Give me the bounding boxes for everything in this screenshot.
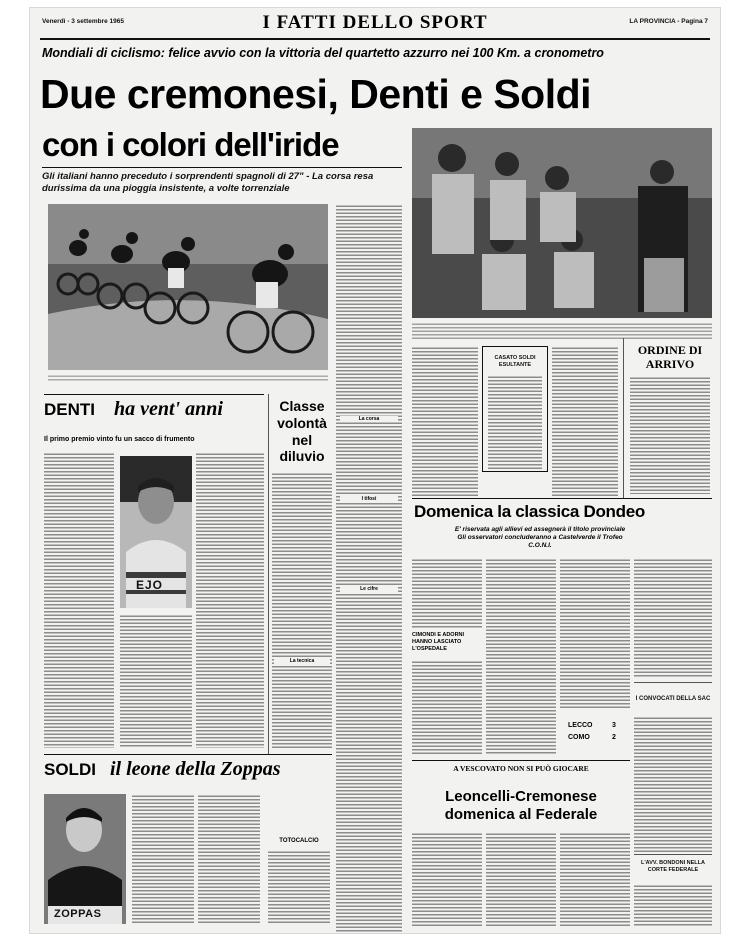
leoncelli-rule [412, 760, 630, 761]
soldi-col-2 [198, 794, 260, 924]
score-value-2: 2 [612, 734, 616, 741]
ordine-di-arrivo-list [630, 376, 710, 494]
masthead-date: Venerdì - 3 settembre 1965 [42, 18, 125, 25]
cyclists-illustration [48, 204, 328, 370]
subhead-i-tifosi: I tifosi [340, 496, 398, 502]
masthead-title: I FATTI DELLO SPORT [262, 12, 488, 33]
score-box [560, 718, 630, 752]
score-team-1: LECCO [568, 722, 593, 729]
denti-portrait [120, 456, 192, 608]
newspaper-page [30, 8, 720, 933]
lead-headline-secondary: con i colori dell'iride [42, 126, 339, 163]
race-photo [48, 204, 328, 370]
denti-jersey-text: EJO [136, 578, 164, 592]
denti-headline: ha vent' anni [114, 398, 223, 420]
lead-kicker: Mondiali di ciclismo: felice avvio con la vittoria del quartetto azzurro nei 100 Km. a cronometro [42, 46, 604, 60]
casato-soldi-title: CASATO SOLDI ESULTANTE [494, 355, 536, 368]
ospedale-title: CIMONDI E ADORNI HANNO LASCIATO L'OSPEDALE [412, 632, 465, 653]
denti-name: DENTI [44, 400, 95, 419]
convocati-text [634, 716, 712, 852]
riders-group-illustration [412, 128, 712, 318]
classe-text [272, 472, 332, 748]
leoncelli-col-3 [560, 832, 630, 926]
subhead-le-cifre: Le cifre [340, 586, 398, 592]
leoncelli-headline: Leoncelli-Cremonese domenica al Federale [444, 788, 598, 823]
headline-rule [42, 167, 402, 168]
masthead-page: LA PROVINCIA - Pagina 7 [629, 18, 708, 25]
subhead-la-corsa: La corsa [340, 416, 398, 422]
casato-soldi-text [488, 375, 542, 469]
soldi-portrait-illustration [44, 794, 126, 924]
lead-headline: Due cremonesi, Denti e Soldi [40, 71, 592, 117]
right-column-1 [412, 346, 478, 496]
dondeo-col-2 [486, 558, 556, 754]
denti-subtitle: Il primo premio vinto fu un sacco di frumento [44, 436, 195, 443]
denti-col-3 [196, 452, 264, 748]
convocati-rule [634, 682, 712, 683]
totocalcio-list [268, 850, 330, 924]
leoncelli-kicker: A VESCOVATO NON SI PUÒ GIOCARE [453, 764, 589, 773]
ordine-di-arrivo-title: ORDINE DI ARRIVO [637, 343, 703, 371]
team-photo-caption [412, 322, 712, 340]
lead-deck: Gli italiani hanno preceduto i sorprendenti spagnoli di 27" - La corsa resa durissima da una pioggia insistente, a volte torrenziale [42, 171, 374, 194]
convocati-title: I CONVOCATI DELLA SAC [635, 696, 711, 702]
denti-col-1 [44, 452, 114, 748]
score-value-1: 3 [612, 722, 616, 729]
bondoni-text [634, 884, 712, 926]
denti-rule [44, 394, 264, 395]
dondeo-col-4 [634, 558, 712, 678]
dondeo-rule [412, 498, 712, 499]
classe-headline: Classe volontà nel diluvio [277, 398, 327, 465]
right-column-3 [552, 346, 618, 496]
divider [623, 338, 624, 498]
soldi-headline: il leone della Zoppas [110, 758, 281, 780]
divider [268, 394, 269, 754]
denti-col-2 [120, 614, 192, 748]
team-photo [412, 128, 712, 318]
dondeo-headline: Domenica la classica Dondeo [414, 502, 645, 521]
dondeo-col-3 [560, 558, 630, 708]
bondoni-rule [634, 854, 712, 855]
totocalcio-title: TOTOCALCIO [279, 838, 319, 844]
soldi-portrait [44, 794, 126, 924]
masthead-rule [40, 38, 710, 40]
ospedale-text [412, 660, 482, 756]
bondoni-title: L'AVV. BONDONI NELLA CORTE FEDERALE [641, 860, 705, 873]
dondeo-deck: E' riservata agli allievi ed assegnerà il titolo provinciale Gli osservatori concluderanno a Castelverde il Trofeo C.O.N.I. [454, 526, 626, 550]
dondeo-col-1 [412, 558, 482, 628]
leoncelli-col-1 [412, 832, 482, 926]
soldi-jersey-text: ZOPPAS [54, 908, 102, 920]
soldi-rule [44, 754, 332, 755]
score-team-2: COMO [568, 734, 590, 741]
soldi-name: SOLDI [44, 760, 96, 779]
leoncelli-col-2 [486, 832, 556, 926]
casato-soldi-box [482, 346, 548, 472]
soldi-col-1 [132, 794, 194, 924]
lead-article-column [336, 204, 402, 933]
race-photo-caption [48, 374, 328, 382]
subhead-la-tecnica: La tecnica [274, 658, 330, 664]
